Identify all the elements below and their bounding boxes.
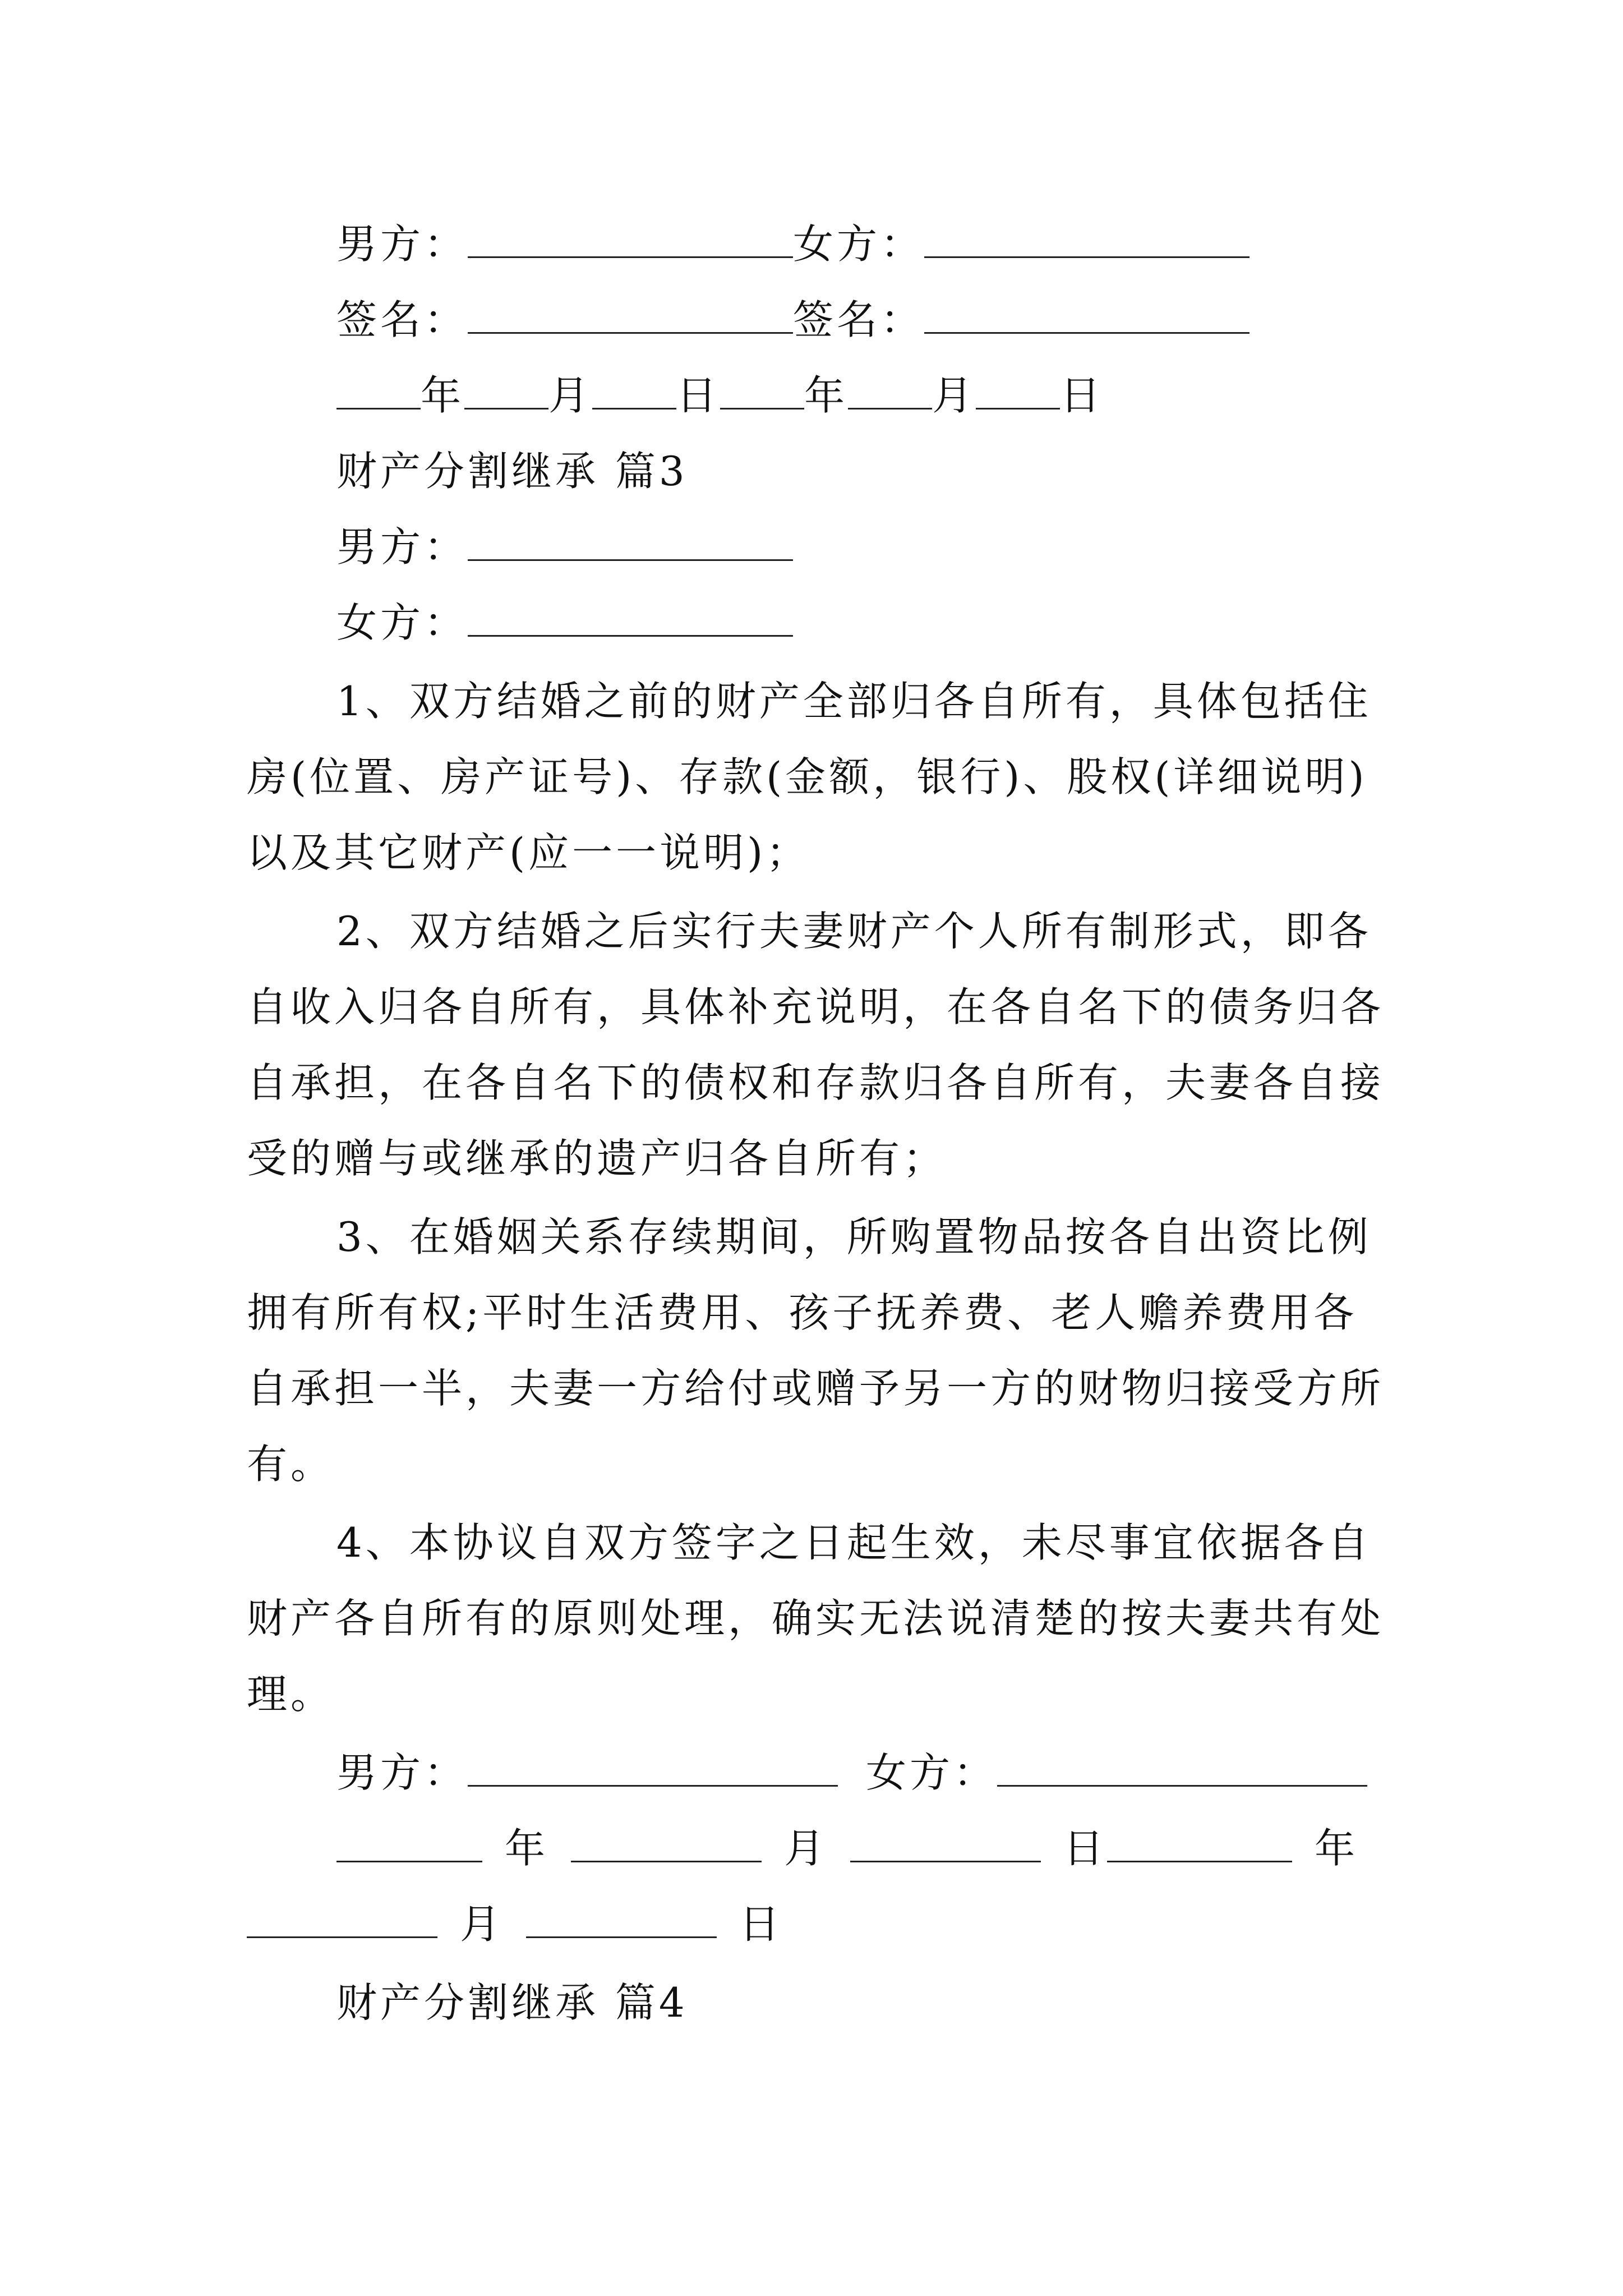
male-label: 男方： — [336, 523, 468, 570]
section3-title: 财产分割继承 篇3 — [336, 448, 688, 495]
day-blank — [592, 372, 676, 409]
sign-female-label: 女方： — [866, 1749, 998, 1796]
year-blank-2 — [720, 372, 804, 409]
day-label-2: 日 — [739, 1901, 783, 1948]
day-blank-2 — [526, 1901, 717, 1938]
sig1-party-row — [336, 219, 1249, 269]
para2-line4: 受的赠与或继承的遗产归各自所有； — [247, 1135, 947, 1182]
para1-line2: 房(位置、房产证号)、存款(金额，银行)、股权(详细说明) — [247, 753, 1368, 800]
section3-date-row — [336, 1823, 1358, 1874]
para3-line4: 有。 — [247, 1441, 335, 1488]
month-blank-2 — [848, 372, 932, 409]
day-blank-2 — [976, 372, 1060, 409]
sign-male-label: 男方： — [336, 1749, 468, 1796]
section3-sign-row — [336, 1747, 1367, 1798]
para4-line3: 理。 — [247, 1671, 335, 1718]
month-blank — [464, 372, 548, 409]
month-blank — [571, 1825, 762, 1862]
sign-blank-left — [468, 296, 793, 334]
year-label-2: 年 — [804, 372, 849, 419]
year-label-2: 年 — [1315, 1825, 1359, 1872]
day-label-2: 日 — [1060, 372, 1104, 419]
para2-line2: 自收入归各自所有，具体补充说明，在各自名下的债务归各 — [247, 983, 1385, 1030]
day-blank — [850, 1825, 1041, 1862]
year-label: 年 — [505, 1825, 549, 1872]
sign-label-right: 签名： — [793, 296, 925, 343]
male-blank — [468, 220, 793, 258]
female-label: 女方： — [336, 599, 468, 646]
male-label: 男方： — [336, 220, 468, 268]
year-blank — [336, 372, 421, 409]
month-label-2: 月 — [932, 372, 976, 419]
sign-male-blank — [468, 1749, 838, 1787]
month-blank-2 — [247, 1901, 437, 1938]
section3-female-row — [336, 597, 793, 648]
female-blank — [924, 220, 1249, 258]
para3-line1: 3、在婚姻关系存续期间，所购置物品按各自出资比例 — [336, 1213, 1372, 1260]
sig1-sign-row — [336, 295, 1249, 345]
month-label-2: 月 — [460, 1901, 504, 1948]
male-blank — [468, 523, 793, 561]
para3-line3: 自承担一半，夫妻一方给付或赠予另一方的财物归接受方所 — [247, 1365, 1385, 1412]
sign-female-blank — [997, 1749, 1367, 1787]
month-label: 月 — [548, 372, 593, 419]
para4-line1: 4、本协议自双方签字之日起生效，未尽事宜依据各自 — [336, 1519, 1372, 1566]
para4-line2: 财产各自所有的原则处理，确实无法说清楚的按夫妻共有处 — [247, 1595, 1385, 1642]
day-label: 日 — [676, 372, 721, 419]
para1-line1: 1、双方结婚之前的财产全部归各自所有，具体包括住 — [336, 678, 1372, 725]
section3-male-row — [336, 522, 793, 572]
para2-line1: 2、双方结婚之后实行夫妻财产个人所有制形式，即各 — [336, 908, 1372, 955]
month-label: 月 — [784, 1825, 828, 1872]
sign-blank-right — [924, 296, 1249, 334]
female-blank — [468, 599, 793, 637]
sig1-date-row — [336, 370, 1104, 421]
para2-line3: 自承担，在各自名下的债权和存款归各自所有，夫妻各自接 — [247, 1059, 1385, 1106]
para3-line2: 拥有所有权;平时生活费用、孩子抚养费、老人赡养费用各 — [247, 1289, 1358, 1336]
year-blank — [336, 1825, 482, 1862]
sign-label-left: 签名： — [336, 296, 468, 343]
female-label: 女方： — [793, 220, 925, 268]
year-label: 年 — [421, 372, 465, 419]
para1-line3: 以及其它财产(应一一说明)； — [247, 829, 810, 876]
year-blank-2 — [1107, 1825, 1292, 1862]
day-label: 日 — [1063, 1825, 1108, 1872]
section4-title: 财产分割继承 篇4 — [336, 1979, 688, 2026]
section3-date-row-2 — [247, 1899, 783, 1949]
